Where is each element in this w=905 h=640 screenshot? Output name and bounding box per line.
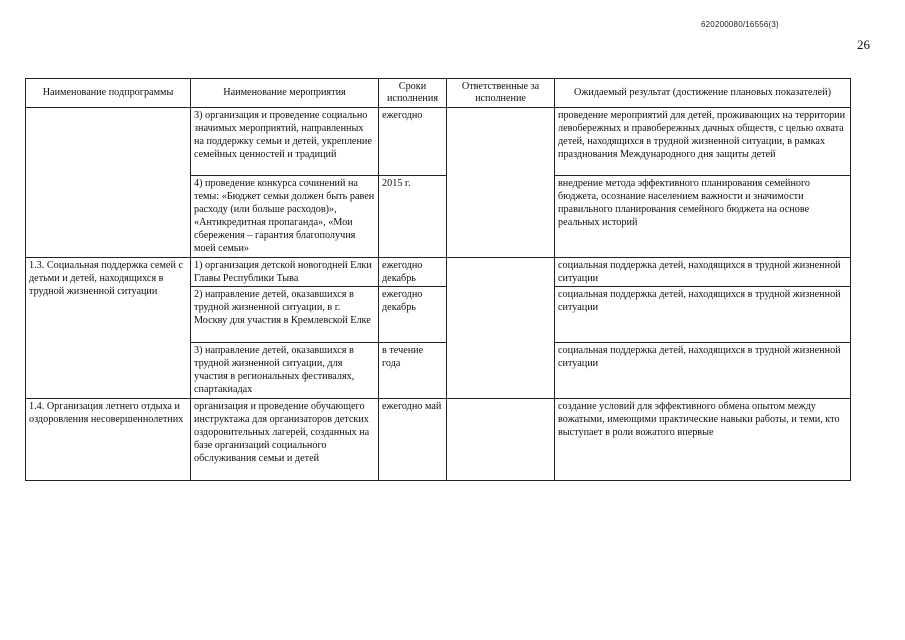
header-terms: Сроки исполнения [379, 79, 447, 108]
table-row [26, 108, 851, 176]
header-result: Ожидаемый результат (достижение плановых показателей) [555, 79, 851, 108]
cell-result: создание условий для эффективного обмена опытом между вожатыми, имеющими практические навыки работы, и теми, кто выступает в роли вожатого впервые [555, 399, 851, 481]
cell-responsible [447, 399, 555, 481]
cell-activity: 4) проведение конкурса сочинений на темы: «Бюджет семьи должен быть равен расходу (или больше расходов)», «Антикредитная пропаганда», «Мои сбережения – гарантия благополучия моей семьи» [191, 176, 379, 258]
cell-result: социальная поддержка детей, находящихся в трудной жизненной ситуации [555, 258, 851, 287]
table-row [26, 258, 851, 287]
cell-result: внедрение метода эффективного планирования семейного бюджета, осознание населением важности и значимости правильного планирования семейного бюджета на основе реальных историй [555, 176, 851, 258]
cell-terms: ежегодно май [379, 399, 447, 481]
cell-terms: в течение года [379, 343, 447, 399]
header-subprogram: Наименование подпрограммы [26, 79, 191, 108]
cell-terms: ежегодно [379, 108, 447, 176]
cell-terms: ежегодно декабрь [379, 287, 447, 343]
page-number: 26 [857, 37, 870, 52]
cell-result: социальная поддержка детей, находящихся в трудной жизненной ситуации [555, 343, 851, 399]
cell-result: социальная поддержка детей, находящихся в трудной жизненной ситуации [555, 287, 851, 343]
cell-activity: 2) направление детей, оказавшихся в трудной жизненной ситуации, в г. Москву для участия в Кремлевской Елке [191, 287, 379, 343]
table-row [26, 399, 851, 481]
cell-terms: 2015 г. [379, 176, 447, 258]
cell-responsible [447, 108, 555, 258]
cell-responsible [447, 258, 555, 399]
header-responsible: Ответственные за исполнение [447, 79, 555, 108]
header-activity: Наименование мероприятия [191, 79, 379, 108]
cell-subprogram: 1.4. Организация летнего отдыха и оздоровления несовершеннолетних [26, 399, 191, 481]
table-header-row [26, 79, 851, 108]
cell-subprogram: 1.3. Социальная поддержка семей с детьми и детей, находящихся в трудной жизненной ситуации [26, 258, 191, 399]
cell-activity: 3) направление детей, оказавшихся в трудной жизненной ситуации, для участия в региональных фестивалях, спартакиадах [191, 343, 379, 399]
document-code: 620200080/16556(3) [701, 20, 779, 29]
cell-activity: 1) организация детской новогодней Елки Главы Республики Тыва [191, 258, 379, 287]
cell-activity: 3) организация и проведение социально значимых мероприятий, направленных на поддержку семьи и детей, укрепление семейных ценностей и традиций [191, 108, 379, 176]
program-table [25, 78, 851, 481]
cell-result: проведение мероприятий для детей, проживающих на территории левобережных и правобережных дачных обществ, с целью охвата детей, находящихся в трудной жизненной ситуации, в рамках празднования Международного дня защиты детей [555, 108, 851, 176]
cell-subprogram [26, 108, 191, 258]
cell-activity: организация и проведение обучающего инструктажа для организаторов детских оздоровительных лагерей, созданных на базе организаций социального обслуживания семьи и детей [191, 399, 379, 481]
cell-terms: ежегодно декабрь [379, 258, 447, 287]
